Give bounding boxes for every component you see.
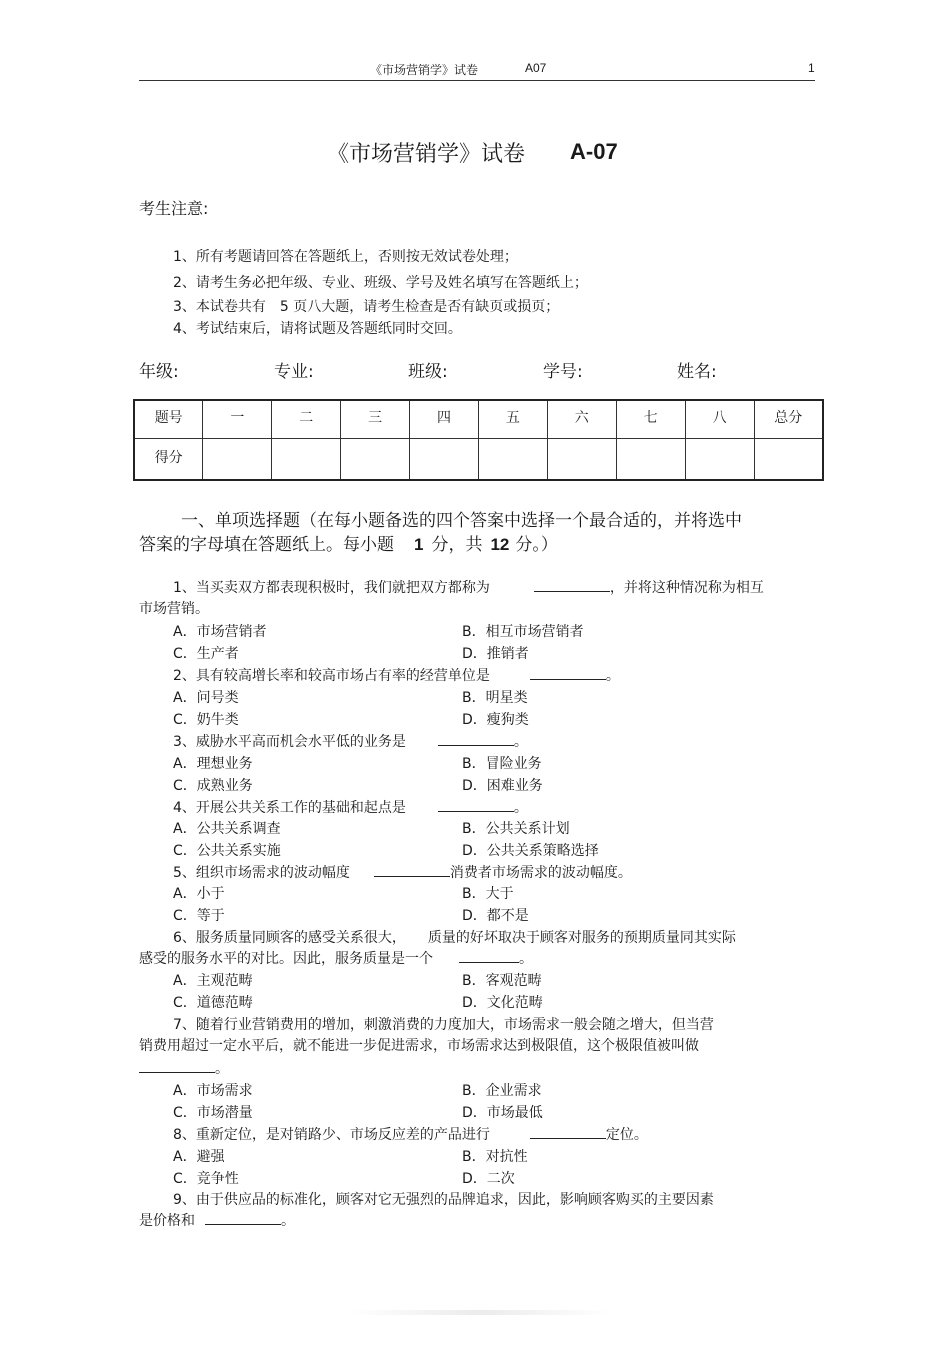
field-major: 专业: <box>274 362 314 382</box>
score-table <box>133 399 824 481</box>
question-1-stem-cont: ，并将这种情况称为相互 <box>609 580 764 596</box>
option-c[interactable]: C．生产者 <box>173 646 239 662</box>
question-6-stem-line2: 感受的服务水平的对比。因此，服务质量是一个 <box>139 951 433 967</box>
exam-code: A-07 <box>570 139 618 164</box>
field-name: 姓名: <box>677 362 717 382</box>
score-header-cell: 总分 <box>754 400 823 438</box>
question-6-stem: 6、服务质量同顾客的感受关系很大， <box>173 930 406 946</box>
footer-smudge <box>350 1310 610 1315</box>
option-d[interactable]: D．都不是 <box>462 908 529 924</box>
notice-rule-3 <box>173 296 559 316</box>
question-9-stem-line2: 是价格和 <box>139 1213 195 1229</box>
question-8-stem-cont: 定位。 <box>605 1127 648 1143</box>
answer-blank <box>459 948 519 963</box>
score-cell[interactable] <box>616 438 685 480</box>
answer-blank <box>139 1058 215 1073</box>
question-8-stem: 8、重新定位，是对销路少、市场反应差的产品进行 <box>173 1127 490 1143</box>
answer-blank <box>374 862 450 877</box>
answer-blank <box>534 577 610 592</box>
question-7-text-line2: 销费用超过一定水平后，就不能进一步促进需求，市场需求达到极限值，这个极限值被叫做 <box>139 1038 699 1054</box>
score-table-score-row <box>134 438 823 480</box>
option-b[interactable]: B．冒险业务 <box>462 756 542 772</box>
question-6-text <box>173 927 736 947</box>
question-9-text: 9、由于供应品的标准化，顾客对它无强烈的品牌追求，因此，影响顾客购买的主要因素 <box>173 1192 714 1208</box>
section-1-text-c: 分，共 <box>431 535 483 555</box>
question-7-text-line3 <box>139 1058 229 1078</box>
answer-blank <box>438 797 514 812</box>
score-cell[interactable] <box>203 438 272 480</box>
option-c[interactable]: C．等于 <box>173 908 225 924</box>
score-cell[interactable] <box>341 438 410 480</box>
question-4-stem: 4、开展公共关系工作的基础和起点是 <box>173 800 406 816</box>
answer-blank <box>530 665 606 680</box>
option-b[interactable]: B．对抗性 <box>462 1149 528 1165</box>
period: 。 <box>513 800 528 816</box>
field-student-id: 学号: <box>543 362 583 382</box>
question-6-text-line2 <box>139 948 533 968</box>
period: 。 <box>513 734 528 750</box>
header-title: 《市场营销学》试卷 <box>370 63 479 77</box>
option-b[interactable]: B．大于 <box>462 886 514 902</box>
option-c[interactable]: C．道德范畴 <box>173 995 253 1011</box>
question-7-text: 7、随着行业营销费用的增加，刺激消费的力度加大，市场需求一般会随之增大，但当营 <box>173 1017 714 1033</box>
notice-heading: 考生注意: <box>139 199 209 218</box>
option-a[interactable]: A．问号类 <box>173 690 239 706</box>
question-1-text-line2: 市场营销。 <box>139 601 209 617</box>
option-c[interactable]: C．竞争性 <box>173 1171 239 1187</box>
notice-rule-1: 1、所有考题请回答在答题纸上，否则按无效试卷处理； <box>173 249 518 265</box>
section-1-points-each: 1 <box>414 535 424 554</box>
section-1-text-a: 答案的字母填在答题纸上。每小题 <box>139 535 394 555</box>
notice-rule-4: 4、考试结束后，请将试题及答题纸同时交回。 <box>173 321 462 337</box>
score-header-cell: 题号 <box>134 400 203 438</box>
option-a[interactable]: A．主观范畴 <box>173 973 253 989</box>
score-header-cell: 五 <box>478 400 547 438</box>
question-9-text-line2 <box>139 1210 295 1230</box>
option-d[interactable]: D．困难业务 <box>462 778 543 794</box>
score-cell[interactable] <box>547 438 616 480</box>
page-number: 1 <box>808 61 815 75</box>
option-a[interactable]: A．市场需求 <box>173 1083 253 1099</box>
period: 。 <box>281 1213 295 1229</box>
option-a[interactable]: A．市场营销者 <box>173 624 267 640</box>
question-3-text <box>173 731 528 751</box>
section-1-heading-line1: 一、单项选择题（在每小题备选的四个答案中选择一个最合适的，并将选中 <box>181 511 742 531</box>
option-d[interactable]: D．推销者 <box>462 646 529 662</box>
score-header-cell: 八 <box>685 400 754 438</box>
option-a[interactable]: A．公共关系调查 <box>173 821 281 837</box>
option-b[interactable]: B．明星类 <box>462 690 528 706</box>
section-1-points-total: 12 <box>490 535 510 554</box>
score-cell[interactable] <box>478 438 547 480</box>
question-5-stem-cont: 消费者市场需求的波动幅度。 <box>449 865 632 881</box>
question-5-text <box>173 862 632 882</box>
option-c[interactable]: C．成熟业务 <box>173 778 253 794</box>
option-d[interactable]: D．瘦狗类 <box>462 712 529 728</box>
score-header-cell: 七 <box>616 400 685 438</box>
notice-rule-3-text: 3、本试卷共有 <box>173 299 266 315</box>
option-d[interactable]: D．二次 <box>462 1171 515 1187</box>
period: 。 <box>605 668 620 684</box>
header-code: A07 <box>525 61 547 75</box>
option-b[interactable]: B．企业需求 <box>462 1083 542 1099</box>
option-a[interactable]: A．理想业务 <box>173 756 253 772</box>
period: 。 <box>215 1061 229 1077</box>
score-table-header-row <box>134 400 823 438</box>
option-d[interactable]: D．文化范畴 <box>462 995 543 1011</box>
section-1-heading-line2 <box>139 530 558 555</box>
notice-rule-3-count: 5 页八大题，请考生检查是否有缺页或损页； <box>279 299 560 315</box>
score-header-cell: 六 <box>547 400 616 438</box>
score-header-cell: 一 <box>203 400 272 438</box>
notice-rule-2: 2、请考生务必把年级、专业、班级、学号及姓名填写在答题纸上； <box>173 275 588 291</box>
score-cell[interactable] <box>410 438 479 480</box>
question-5-stem: 5、组织市场需求的波动幅度 <box>173 865 350 881</box>
field-grade: 年级: <box>139 362 179 382</box>
header-rule <box>139 80 815 81</box>
question-1-text <box>173 577 764 597</box>
section-1-text-e: 分。） <box>515 535 558 555</box>
score-row-label: 得分 <box>134 438 203 480</box>
score-header-cell: 四 <box>410 400 479 438</box>
option-a[interactable]: A．避强 <box>173 1149 225 1165</box>
score-header-cell: 三 <box>341 400 410 438</box>
question-1-stem: 1、当买卖双方都表现积极时，我们就把双方都称为 <box>173 580 490 596</box>
option-d[interactable]: D．公共关系策略选择 <box>462 843 599 859</box>
period: 。 <box>519 951 533 967</box>
question-6-stem-cont: 质量的好坏取决于顾客对服务的预期质量同其实际 <box>427 930 736 946</box>
option-b[interactable]: B．客观范畴 <box>462 973 542 989</box>
option-b[interactable]: B．公共关系计划 <box>462 821 570 837</box>
answer-blank <box>205 1210 281 1225</box>
option-a[interactable]: A．小于 <box>173 886 225 902</box>
answer-blank <box>438 731 514 746</box>
question-2-stem: 2、具有较高增长率和较高市场占有率的经营单位是 <box>173 668 490 684</box>
score-cell[interactable] <box>272 438 341 480</box>
question-2-text <box>173 665 620 685</box>
score-header-cell: 二 <box>272 400 341 438</box>
score-cell[interactable] <box>685 438 754 480</box>
option-c[interactable]: C．奶牛类 <box>173 712 239 728</box>
option-b[interactable]: B．相互市场营销者 <box>462 624 584 640</box>
option-c[interactable]: C．公共关系实施 <box>173 843 281 859</box>
question-3-stem: 3、威胁水平高而机会水平低的业务是 <box>173 734 406 750</box>
field-class: 班级: <box>408 362 448 382</box>
option-d[interactable]: D．市场最低 <box>462 1105 543 1121</box>
answer-blank <box>530 1124 606 1139</box>
option-c[interactable]: C．市场潜量 <box>173 1105 253 1121</box>
question-4-text <box>173 797 528 817</box>
question-8-text <box>173 1124 648 1144</box>
score-cell[interactable] <box>754 438 823 480</box>
page-title: 《市场营销学》试卷 <box>327 142 526 167</box>
